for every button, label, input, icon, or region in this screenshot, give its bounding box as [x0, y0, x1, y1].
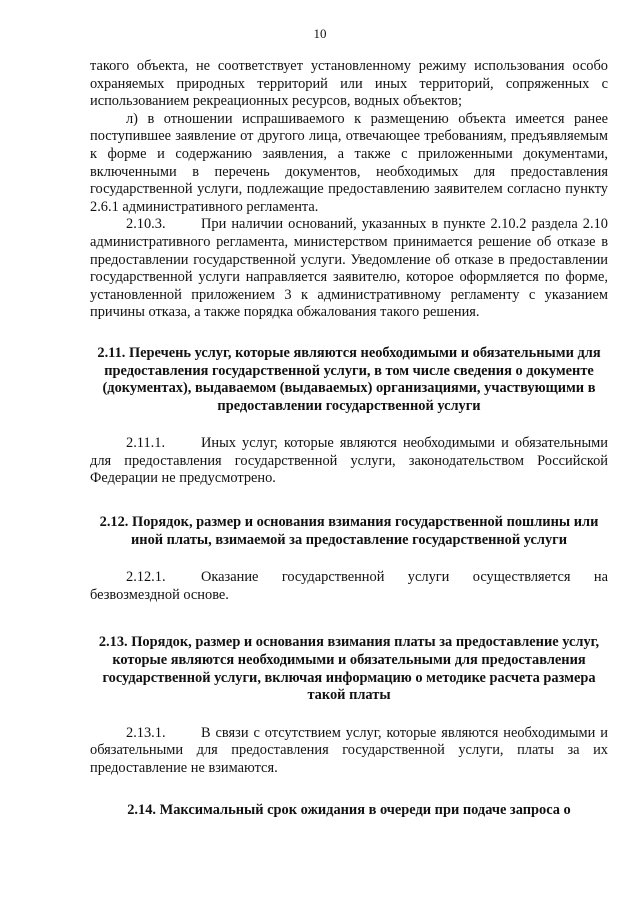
clause-number: 2.12.1.	[126, 569, 166, 586]
section-heading-2-11: 2.11. Перечень услуг, которые являются необходимыми и обязательными для предоставления государственной услуги, в том числе сведения о документе (документах), выдаваемом (выдаваемых) организациями, участвующими в предоставлении государственной услуги	[97, 344, 601, 414]
section-heading-2-13: 2.13. Порядок, размер и основания взимания платы за предоставление услуг, которые являются необходимыми и обязательными для предоставления государственной услуги, включая информацию о методике расчета размера такой платы	[98, 634, 600, 704]
clause-number: 2.11.1.	[126, 435, 166, 452]
clause-text: Оказание государственной услуги осуществляется на безвозмездной основе.	[90, 569, 608, 603]
page-number: 10	[313, 26, 327, 41]
clause-number: 2.13.1.	[126, 724, 166, 741]
paragraph-2-12-1	[90, 569, 608, 604]
clause-text: Иных услуг, которые являются необходимыми и обязательными для предоставления государственной услуги, законодательством Российской Федерации не предусмотрено.	[90, 435, 608, 487]
paragraph-2-11-1	[90, 435, 608, 488]
paragraph-2-10-3	[90, 216, 608, 322]
clause-number: 2.10.3.	[126, 216, 166, 233]
document-body	[90, 58, 608, 819]
clause-text: При наличии оснований, указанных в пункте 2.10.2 раздела 2.10 административного регламента, министерством принимается решение об отказе в предоставлении государственной услуги. Уведомление об отказе в предоставлении государственной услуги направляется заявителю, которое оформляется по форме, установленной приложением 3 к административному регламенту с указанием причины отказа, а также порядка обжалования такого решения.	[90, 216, 608, 321]
section-heading-2-14: 2.14. Максимальный срок ожидания в очереди при подаче запроса о	[127, 801, 571, 818]
section-heading-2-12: 2.12. Порядок, размер и основания взимания государственной пошлины или иной платы, взимаемой за предоставление государственной услуги	[99, 514, 599, 548]
paragraph-2-13-1	[90, 725, 608, 778]
clause-text: В связи с отсутствием услуг, которые являются необходимыми и обязательными для предоставления государственной услуги, платы за их предоставление не взимаются.	[90, 724, 608, 776]
paragraph: такого объекта, не соответствует установленному режиму использования особо охраняемых природных территорий или иных территорий, сопряженных с использованием рекреационных ресурсов, водных объектов;	[90, 58, 608, 110]
paragraph: л) в отношении испрашиваемого к размещению объекта имеется ранее поступившее заявление от другого лица, отвечающее требованиям, предъявляемым к форме и содержанию заявления, а также с приложенными документами, включенными в перечень документов, необходимых для предоставления государственной услуги, подлежащие предоставлению заявителем согласно пункту 2.6.1 административного регламента.	[90, 110, 608, 215]
